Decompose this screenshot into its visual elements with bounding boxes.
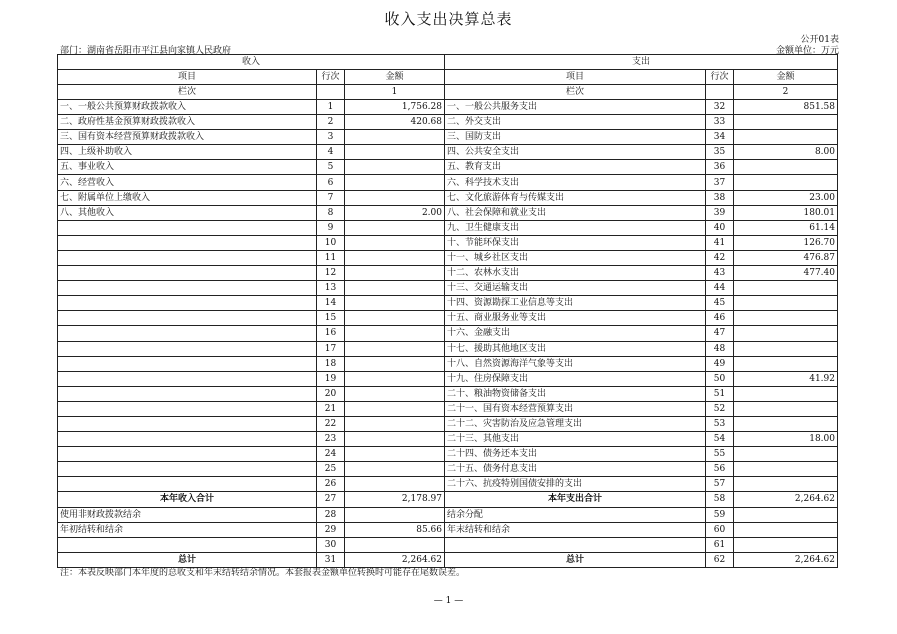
expense-line-no: 35 xyxy=(706,145,734,160)
expense-item: 六、科学技术支出 xyxy=(445,175,706,190)
income-amount xyxy=(345,296,445,311)
income-item xyxy=(58,341,317,356)
table-row xyxy=(58,477,838,492)
expense-item: 二十四、债务还本支出 xyxy=(445,447,706,462)
expense-item: 二十六、抗疫特别国债安排的支出 xyxy=(445,477,706,492)
income-amount xyxy=(345,371,445,386)
expense-item: 十七、援助其他地区支出 xyxy=(445,341,706,356)
income-amount xyxy=(345,341,445,356)
income-line-no: 26 xyxy=(317,477,345,492)
expense-line-no: 58 xyxy=(706,492,734,507)
income-line-no: 27 xyxy=(317,492,345,507)
table-row xyxy=(58,432,838,447)
table-row xyxy=(58,190,838,205)
income-item: 二、政府性基金预算财政拨款收入 xyxy=(58,115,317,130)
income-amount xyxy=(345,537,445,552)
income-item: 五、事业收入 xyxy=(58,160,317,175)
income-amount: 2.00 xyxy=(345,205,445,220)
income-line-no: 12 xyxy=(317,266,345,281)
income-line-no: 23 xyxy=(317,432,345,447)
income-line-no: 22 xyxy=(317,416,345,431)
expense-amount xyxy=(734,416,838,431)
income-item xyxy=(58,235,317,250)
table-row xyxy=(58,356,838,371)
income-amount xyxy=(345,311,445,326)
footnote: 注：本表反映部门本年度的总收支和年末结转结余情况。本套报表金额单位转换时可能存在尾数误差。 xyxy=(60,568,466,578)
expense-amount: 23.00 xyxy=(734,190,838,205)
table-row xyxy=(58,266,838,281)
expense-line-no: 49 xyxy=(706,356,734,371)
income-line-no: 28 xyxy=(317,507,345,522)
expense-line-no: 56 xyxy=(706,462,734,477)
income-line-no: 25 xyxy=(317,462,345,477)
income-amount xyxy=(345,432,445,447)
income-line-no: 19 xyxy=(317,371,345,386)
table-row xyxy=(58,235,838,250)
expense-line-no: 45 xyxy=(706,296,734,311)
income-line-no: 11 xyxy=(317,250,345,265)
amount-unit: 金额单位：万元 xyxy=(775,46,839,56)
expense-line-no: 52 xyxy=(706,401,734,416)
income-item-header: 项目 xyxy=(58,70,317,85)
expense-line-no: 51 xyxy=(706,386,734,401)
expense-item: 五、教育支出 xyxy=(445,160,706,175)
col2-label: 2 xyxy=(734,85,838,100)
income-item xyxy=(58,311,317,326)
income-item xyxy=(58,447,317,462)
income-item xyxy=(58,432,317,447)
table-row xyxy=(58,371,838,386)
income-item xyxy=(58,537,317,552)
expense-line-no: 60 xyxy=(706,522,734,537)
expense-line-no: 41 xyxy=(706,235,734,250)
income-line-no: 24 xyxy=(317,447,345,462)
page-number: — 1 — xyxy=(433,596,464,606)
income-line-no: 29 xyxy=(317,522,345,537)
expense-amount xyxy=(734,130,838,145)
income-item xyxy=(58,416,317,431)
income-line-no: 8 xyxy=(317,205,345,220)
expense-amount xyxy=(734,160,838,175)
expense-line-no: 33 xyxy=(706,115,734,130)
income-item xyxy=(58,266,317,281)
expense-amount xyxy=(734,447,838,462)
expense-item: 二十二、灾害防治及应急管理支出 xyxy=(445,416,706,431)
income-amount xyxy=(345,416,445,431)
income-item xyxy=(58,250,317,265)
income-item xyxy=(58,462,317,477)
income-amount: 1,756.28 xyxy=(345,100,445,115)
expense-line-no: 37 xyxy=(706,175,734,190)
income-item: 四、上级补助收入 xyxy=(58,145,317,160)
table-row xyxy=(58,401,838,416)
expense-line-no: 53 xyxy=(706,416,734,431)
expense-amount xyxy=(734,356,838,371)
expense-amount: 180.01 xyxy=(734,205,838,220)
income-amount xyxy=(345,507,445,522)
table-row xyxy=(58,145,838,160)
income-amount xyxy=(345,477,445,492)
income-item: 年初结转和结余 xyxy=(58,522,317,537)
expense-amount xyxy=(734,326,838,341)
expense-item: 八、社会保障和就业支出 xyxy=(445,205,706,220)
expense-amount xyxy=(734,401,838,416)
income-amount xyxy=(345,401,445,416)
income-item: 一、一般公共预算财政拨款收入 xyxy=(58,100,317,115)
income-line-no: 7 xyxy=(317,190,345,205)
income-line-header: 行次 xyxy=(317,70,345,85)
expense-amount: 41.92 xyxy=(734,371,838,386)
income-item xyxy=(58,477,317,492)
expense-line-no: 47 xyxy=(706,326,734,341)
expense-line-no: 38 xyxy=(706,190,734,205)
table-row xyxy=(58,115,838,130)
expense-item: 二十、粮油物资储备支出 xyxy=(445,386,706,401)
expense-amount xyxy=(734,296,838,311)
income-item: 六、经营收入 xyxy=(58,175,317,190)
expense-amount xyxy=(734,477,838,492)
expense-header: 支出 xyxy=(445,55,838,70)
income-amount xyxy=(345,281,445,296)
expense-line-no: 50 xyxy=(706,371,734,386)
income-amount-header: 金额 xyxy=(345,70,445,85)
expense-item: 总计 xyxy=(445,552,706,567)
income-line-no: 10 xyxy=(317,235,345,250)
expense-column-label: 栏次 xyxy=(445,85,706,100)
expense-amount xyxy=(734,175,838,190)
table-row xyxy=(58,311,838,326)
income-amount xyxy=(345,190,445,205)
expense-item: 十九、住房保障支出 xyxy=(445,371,706,386)
income-item xyxy=(58,326,317,341)
expense-amount xyxy=(734,341,838,356)
expense-amount xyxy=(734,537,838,552)
expense-amount xyxy=(734,311,838,326)
table-row xyxy=(58,537,838,552)
expense-amount: 2,264.62 xyxy=(734,552,838,567)
income-item: 七、附属单位上缴收入 xyxy=(58,190,317,205)
expense-amount: 851.58 xyxy=(734,100,838,115)
expense-line-no: 34 xyxy=(706,130,734,145)
col1-label: 1 xyxy=(345,85,445,100)
table-row xyxy=(58,507,838,522)
income-amount xyxy=(345,250,445,265)
expense-line-no: 32 xyxy=(706,100,734,115)
income-item xyxy=(58,401,317,416)
income-header: 收入 xyxy=(58,55,445,70)
table-row xyxy=(58,416,838,431)
income-line-no: 9 xyxy=(317,220,345,235)
income-item xyxy=(58,371,317,386)
income-line-no: 1 xyxy=(317,100,345,115)
income-column-label: 栏次 xyxy=(58,85,317,100)
expense-item: 本年支出合计 xyxy=(445,492,706,507)
income-item: 三、国有资本经营预算财政拨款收入 xyxy=(58,130,317,145)
table-row xyxy=(58,250,838,265)
total-row xyxy=(58,492,838,507)
table-row xyxy=(58,160,838,175)
income-item: 八、其他收入 xyxy=(58,205,317,220)
income-line-no: 5 xyxy=(317,160,345,175)
form-number: 公开01表 xyxy=(800,35,839,45)
expense-line-no: 43 xyxy=(706,266,734,281)
expense-item: 二十三、其他支出 xyxy=(445,432,706,447)
table-row xyxy=(58,462,838,477)
expense-amount: 2,264.62 xyxy=(734,492,838,507)
expense-line-no: 36 xyxy=(706,160,734,175)
income-line-no: 2 xyxy=(317,115,345,130)
expense-item: 十六、金融支出 xyxy=(445,326,706,341)
expense-amount xyxy=(734,386,838,401)
income-line-no: 18 xyxy=(317,356,345,371)
summary-table xyxy=(57,54,838,568)
income-item: 使用非财政拨款结余 xyxy=(58,507,317,522)
income-item xyxy=(58,281,317,296)
income-line-no: 16 xyxy=(317,326,345,341)
expense-amount: 61.14 xyxy=(734,220,838,235)
table-row xyxy=(58,220,838,235)
table-row xyxy=(58,205,838,220)
income-item: 总计 xyxy=(58,552,317,567)
income-item: 本年收入合计 xyxy=(58,492,317,507)
expense-item: 四、公共安全支出 xyxy=(445,145,706,160)
expense-item: 十五、商业服务业等支出 xyxy=(445,311,706,326)
expense-item: 一、一般公共服务支出 xyxy=(445,100,706,115)
income-line-no: 17 xyxy=(317,341,345,356)
expense-item: 十三、交通运输支出 xyxy=(445,281,706,296)
expense-item: 二十五、债务付息支出 xyxy=(445,462,706,477)
expense-amount xyxy=(734,507,838,522)
income-item xyxy=(58,220,317,235)
expense-amount xyxy=(734,281,838,296)
table-row xyxy=(58,341,838,356)
expense-line-no: 54 xyxy=(706,432,734,447)
table-row xyxy=(58,175,838,190)
expense-amount: 8.00 xyxy=(734,145,838,160)
income-amount xyxy=(345,235,445,250)
expense-amount xyxy=(734,522,838,537)
table-row xyxy=(58,386,838,401)
expense-item xyxy=(445,537,706,552)
income-amount xyxy=(345,386,445,401)
page-title: 收入支出决算总表 xyxy=(384,10,513,28)
expense-item: 七、文化旅游体育与传媒支出 xyxy=(445,190,706,205)
income-amount xyxy=(345,220,445,235)
income-line-no: 3 xyxy=(317,130,345,145)
expense-item: 十一、城乡社区支出 xyxy=(445,250,706,265)
table-row xyxy=(58,447,838,462)
table-row xyxy=(58,296,838,311)
expense-item: 十、节能环保支出 xyxy=(445,235,706,250)
expense-line-no: 44 xyxy=(706,281,734,296)
expense-line-no: 40 xyxy=(706,220,734,235)
expense-amount: 477.40 xyxy=(734,266,838,281)
income-item xyxy=(58,356,317,371)
expense-item: 年末结转和结余 xyxy=(445,522,706,537)
expense-item-header: 项目 xyxy=(445,70,706,85)
expense-line-no: 48 xyxy=(706,341,734,356)
income-amount: 420.68 xyxy=(345,115,445,130)
income-amount xyxy=(345,356,445,371)
income-line-no: 15 xyxy=(317,311,345,326)
income-amount: 2,264.62 xyxy=(345,552,445,567)
unit-label: 部门：湖南省岳阳市平江县向家镇人民政府 xyxy=(60,46,232,56)
income-line-no: 21 xyxy=(317,401,345,416)
table-row xyxy=(58,130,838,145)
income-line-no: 20 xyxy=(317,386,345,401)
expense-line-no: 55 xyxy=(706,447,734,462)
table-row xyxy=(58,326,838,341)
expense-item: 十四、资源勘探工业信息等支出 xyxy=(445,296,706,311)
income-amount: 85.66 xyxy=(345,522,445,537)
expense-line-header: 行次 xyxy=(706,70,734,85)
expense-amount: 126.70 xyxy=(734,235,838,250)
expense-amount: 476.87 xyxy=(734,250,838,265)
expense-amount-header: 金额 xyxy=(734,70,838,85)
income-line-no: 6 xyxy=(317,175,345,190)
expense-item: 九、卫生健康支出 xyxy=(445,220,706,235)
income-amount xyxy=(345,130,445,145)
income-amount xyxy=(345,266,445,281)
expense-line-no: 62 xyxy=(706,552,734,567)
income-amount xyxy=(345,462,445,477)
expense-amount: 18.00 xyxy=(734,432,838,447)
income-line-no: 4 xyxy=(317,145,345,160)
income-amount xyxy=(345,447,445,462)
income-amount xyxy=(345,175,445,190)
expense-item: 十八、自然资源海洋气象等支出 xyxy=(445,356,706,371)
expense-item: 十二、农林水支出 xyxy=(445,266,706,281)
income-line-no: 14 xyxy=(317,296,345,311)
income-line-no: 31 xyxy=(317,552,345,567)
expense-line-no: 42 xyxy=(706,250,734,265)
income-line-no: 13 xyxy=(317,281,345,296)
expense-line-no: 59 xyxy=(706,507,734,522)
expense-item: 二、外交支出 xyxy=(445,115,706,130)
expense-item: 结余分配 xyxy=(445,507,706,522)
expense-line-no: 39 xyxy=(706,205,734,220)
expense-item: 三、国防支出 xyxy=(445,130,706,145)
income-amount: 2,178.97 xyxy=(345,492,445,507)
expense-amount xyxy=(734,115,838,130)
expense-line-no: 61 xyxy=(706,537,734,552)
income-amount xyxy=(345,326,445,341)
expense-line-no: 46 xyxy=(706,311,734,326)
expense-item: 二十一、国有资本经营预算支出 xyxy=(445,401,706,416)
table-row xyxy=(58,281,838,296)
income-item xyxy=(58,296,317,311)
income-line-no: 30 xyxy=(317,537,345,552)
expense-line-no: 57 xyxy=(706,477,734,492)
expense-amount xyxy=(734,462,838,477)
table-row xyxy=(58,522,838,537)
income-item xyxy=(58,386,317,401)
income-amount xyxy=(345,145,445,160)
table-row xyxy=(58,100,838,115)
income-amount xyxy=(345,160,445,175)
